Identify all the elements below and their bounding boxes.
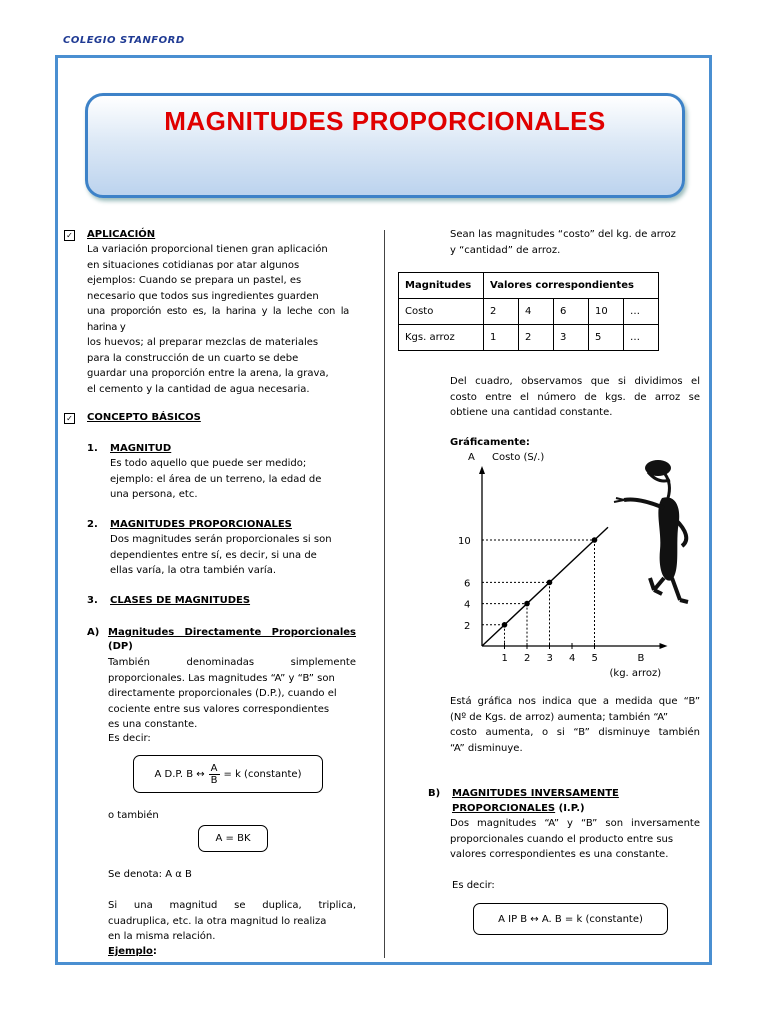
formula-text: = k (constante) bbox=[223, 768, 302, 780]
y-tick-label: 2 bbox=[464, 620, 471, 632]
text-line: Es todo aquello que puede ser medido; bbox=[110, 458, 307, 469]
table-row bbox=[399, 325, 659, 351]
text-line: “A” disminuye. bbox=[450, 742, 523, 754]
ip-text bbox=[450, 816, 700, 863]
series-line bbox=[482, 527, 608, 646]
data-point bbox=[524, 601, 530, 607]
colon: : bbox=[152, 946, 157, 957]
text-line: proporcionales. Las magnitudes “A” y “B” son bbox=[108, 672, 335, 684]
text-line: Dos magnitudes serán proporcionales si son bbox=[110, 534, 332, 545]
checkbox-icon: ✓ bbox=[64, 230, 75, 241]
title-banner bbox=[85, 93, 685, 198]
y-tick-label: 10 bbox=[458, 536, 471, 547]
x-axis-unit: (kg. arroz) bbox=[609, 668, 662, 679]
aplicacion-text bbox=[87, 242, 349, 397]
y-tick-label: 6 bbox=[464, 578, 471, 590]
table-cell: … bbox=[624, 299, 659, 325]
text-line: Del cuadro, observamos que si dividimos el bbox=[450, 376, 700, 387]
x-tick-label: 4 bbox=[569, 653, 576, 664]
text-line: Si una magnitud se duplica, triplica, bbox=[108, 900, 356, 911]
ip-title-text: PROPORCIONALES bbox=[452, 803, 556, 814]
text-line: costo entre el número de kgs. de arroz se bbox=[450, 391, 700, 403]
text-line: una proporción esto es, la harina y la leche con la harina y bbox=[87, 306, 349, 333]
values-table bbox=[398, 272, 659, 351]
magnitudes-proporcionales-text bbox=[110, 532, 350, 579]
text-line: cociente entre sus valores correspondientes bbox=[108, 703, 330, 715]
column-divider bbox=[384, 230, 385, 958]
table-cell: … bbox=[624, 325, 659, 351]
ip-label: (I.P.) bbox=[555, 803, 585, 814]
y-axis-unit: Costo (S/.) bbox=[492, 452, 545, 463]
cuadro-text bbox=[450, 374, 700, 421]
table-cell: Costo bbox=[399, 299, 484, 325]
es-decir-label: Es decir: bbox=[108, 733, 151, 744]
table-row bbox=[399, 299, 659, 325]
table-cell: 3 bbox=[554, 325, 589, 351]
y-axis-letter: A bbox=[468, 452, 475, 463]
table-cell: 6 bbox=[554, 299, 589, 325]
x-tick-label: 5 bbox=[591, 653, 598, 664]
data-point bbox=[547, 580, 553, 586]
formula-ip-box: A IP B ↔ A. B = k (constante) bbox=[473, 903, 668, 935]
text-line: directamente proporcionales (D.P.), cuando el bbox=[108, 688, 337, 699]
text-line: los huevos; al preparar mezclas de materiales bbox=[87, 337, 319, 348]
x-tick-label: 3 bbox=[546, 653, 553, 664]
section-title: MAGNITUD bbox=[110, 443, 172, 454]
x-tick-label: 2 bbox=[524, 653, 531, 664]
table-header-row bbox=[399, 273, 659, 299]
text-line: necesario que todos sus ingredientes guarden bbox=[87, 290, 319, 302]
table-header: Magnitudes bbox=[399, 273, 484, 299]
x-axis-letter: B bbox=[637, 653, 645, 664]
text-line: Está gráfica nos indica que a medida que “B” bbox=[450, 696, 700, 707]
section-title: CLASES DE MAGNITUDES bbox=[110, 595, 251, 606]
dp-label: (DP) bbox=[108, 641, 133, 652]
magnitud-text bbox=[110, 456, 350, 503]
section-number: 2. bbox=[87, 519, 98, 530]
si-text bbox=[108, 898, 356, 945]
table-cell: 4 bbox=[519, 299, 554, 325]
text-line: guardar una proporción entre la arena, la grava, bbox=[87, 368, 329, 379]
text-line: dependientes entre sí, es decir, si una de bbox=[110, 549, 317, 561]
fraction bbox=[209, 763, 220, 786]
text-line: Dos magnitudes “A” y “B” son inversamente bbox=[450, 818, 700, 829]
subsection-title: Magnitudes Directamente Proporcionales bbox=[108, 627, 356, 638]
text-line: ellas varía, la otra también varía. bbox=[110, 565, 277, 576]
formula-bk-box: A = BK bbox=[198, 825, 268, 852]
text-line: es una constante. bbox=[108, 719, 198, 730]
formula-dp-box bbox=[133, 755, 323, 793]
text-line: el cemento y la cantidad de agua necesaria. bbox=[87, 383, 310, 395]
text-line: valores correspondientes es una constante. bbox=[450, 849, 669, 860]
text-line: costo aumenta, o si “B” disminuye también bbox=[450, 727, 700, 738]
subsection-label: A) bbox=[87, 627, 100, 638]
intro-text bbox=[450, 227, 700, 258]
ejemplo-word: Ejemplo bbox=[108, 946, 153, 957]
proportion-chart bbox=[430, 450, 700, 685]
text-line: ejemplos: Cuando se prepara un pastel, es bbox=[87, 275, 302, 286]
y-axis-arrow bbox=[479, 466, 485, 474]
text-line: cuadruplica, etc. la otra magnitud lo realiza bbox=[108, 915, 327, 927]
ejemplo-label bbox=[108, 944, 157, 960]
section-number: 3. bbox=[87, 595, 98, 606]
data-point bbox=[502, 622, 508, 628]
fraction-denominator: B bbox=[210, 774, 218, 786]
checkbox-icon: ✓ bbox=[64, 413, 75, 424]
table-cell: Kgs. arroz bbox=[399, 325, 484, 351]
aplicacion-heading: APLICACIÓN bbox=[87, 229, 156, 240]
table-cell: 2 bbox=[484, 299, 519, 325]
es-decir-label: Es decir: bbox=[452, 880, 495, 891]
text-line: obtiene una cantidad constante. bbox=[450, 407, 613, 418]
data-point bbox=[592, 537, 598, 543]
text-line: ejemplo: el área de un terreno, la edad de bbox=[110, 473, 322, 485]
table-cell: 5 bbox=[589, 325, 624, 351]
dp-text bbox=[108, 655, 356, 733]
text-line: una persona, etc. bbox=[110, 489, 198, 500]
concepto-heading: CONCEPTO BÁSICOS bbox=[87, 412, 201, 423]
x-tick-label: 1 bbox=[501, 653, 508, 664]
graficamente-label: Gráficamente: bbox=[450, 437, 530, 448]
formula-text: A D.P. B ↔ bbox=[154, 768, 205, 780]
table-cell: 2 bbox=[519, 325, 554, 351]
se-denota-text: Se denota: A α B bbox=[108, 869, 192, 880]
text-line: (Nº de Kgs. de arroz) aumenta; también “A” bbox=[450, 711, 669, 723]
text-line: Sean las magnitudes “costo” del kg. de arroz bbox=[450, 229, 676, 240]
text-line: También denominadas simplemente bbox=[108, 657, 356, 668]
x-axis-arrow bbox=[660, 643, 668, 649]
text-line: en situaciones cotidianas por atar algunos bbox=[87, 259, 300, 271]
text-line: para la construcción de un cuarto se debe bbox=[87, 352, 299, 364]
school-name: COLEGIO STANFORD bbox=[63, 35, 185, 46]
section-title: MAGNITUDES PROPORCIONALES bbox=[110, 519, 292, 530]
grafica-explanation bbox=[450, 694, 700, 756]
text-line: proporcionales cuando el producto entre sus bbox=[450, 833, 674, 845]
text-line: La variación proporcional tienen gran aplicación bbox=[87, 244, 328, 255]
page-title: MAGNITUDES PROPORCIONALES bbox=[164, 106, 606, 136]
subsection-title bbox=[452, 801, 585, 817]
table-cell: 1 bbox=[484, 325, 519, 351]
stick-figure-illustration bbox=[614, 460, 688, 602]
text-line: y “cantidad” de arroz. bbox=[450, 244, 561, 256]
table-cell: 10 bbox=[589, 299, 624, 325]
y-tick-label: 4 bbox=[464, 599, 471, 611]
o-tambien-label: o también bbox=[108, 810, 159, 821]
subsection-title: MAGNITUDES INVERSAMENTE bbox=[452, 788, 619, 799]
section-number: 1. bbox=[87, 443, 98, 454]
fraction-numerator: A bbox=[210, 762, 218, 774]
text-line: en la misma relación. bbox=[108, 931, 216, 942]
subsection-label: B) bbox=[428, 788, 441, 799]
table-header: Valores correspondientes bbox=[484, 273, 659, 299]
